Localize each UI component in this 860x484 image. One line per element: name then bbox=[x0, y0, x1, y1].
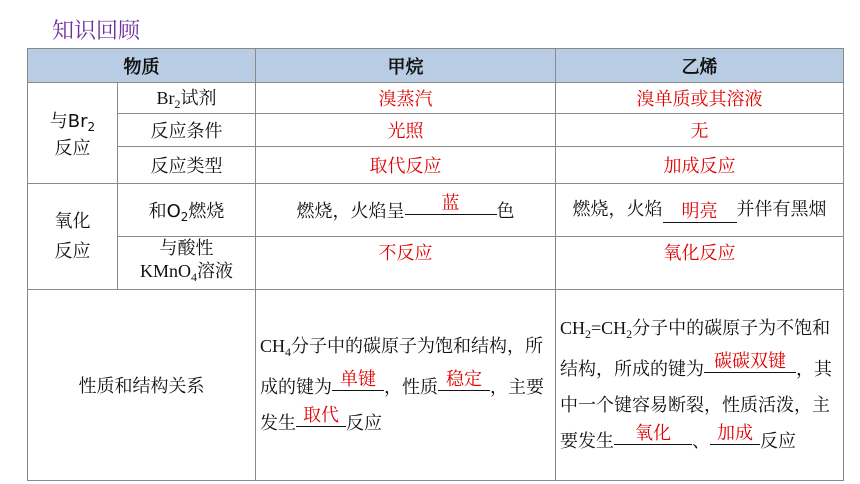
type-label: 反应类型 bbox=[118, 147, 256, 184]
br2-reagent-label: $Br_2$试剂 bbox=[118, 83, 256, 114]
table-header-row bbox=[28, 49, 844, 83]
group-oxidation: 氧化反应 bbox=[28, 184, 118, 290]
table-row bbox=[28, 290, 844, 481]
type-ethylene: 加成反应 bbox=[556, 147, 844, 184]
o2-ethylene: 燃烧，火焰 明亮 并伴有黑烟 bbox=[556, 184, 844, 237]
blank-answer: 碳碳双键 bbox=[704, 352, 796, 373]
section-title: 知识回顾 bbox=[52, 19, 141, 44]
blank-answer: 明亮 bbox=[663, 202, 737, 223]
blank-answer: 氧化 bbox=[614, 424, 692, 445]
condition-methane: 光照 bbox=[256, 114, 556, 147]
kmno4-label: 与酸性 KMnO$_4$溶液 bbox=[118, 237, 256, 290]
type-methane: 取代反应 bbox=[256, 147, 556, 184]
blank-answer: 单键 bbox=[332, 370, 384, 391]
blank-answer: 稳定 bbox=[438, 370, 490, 391]
table-row bbox=[28, 184, 844, 237]
header-ethylene: 乙烯 bbox=[556, 49, 844, 83]
condition-ethylene: 无 bbox=[556, 114, 844, 147]
br2-methane: 溴蒸汽 bbox=[256, 83, 556, 114]
table-row bbox=[28, 237, 844, 290]
o2-methane: 燃烧，火焰呈 蓝 色 bbox=[256, 184, 556, 237]
relation-methane: $CH_4$分子中的碳原子为饱和结构，所成的键为 单键 ，性质 稳定 ，主要发生 取代 反应 bbox=[256, 290, 556, 481]
kmno4-methane: 不反应 bbox=[256, 237, 556, 290]
comparison-table bbox=[27, 48, 844, 481]
kmno4-ethylene: 氧化反应 bbox=[556, 237, 844, 290]
header-substance: 物质 bbox=[28, 49, 256, 83]
relation-ethylene: $CH_2=CH_2$分子中的碳原子为不饱和结构，所成的键为 碳碳双键 ，其中一个键容易断裂，性质活泼，主要发生 氧化 、 加成 反应 bbox=[556, 290, 844, 481]
group-bromine: 与$Br_2$ 反应 bbox=[28, 83, 118, 184]
blank-answer: 加成 bbox=[710, 424, 760, 445]
table-row bbox=[28, 83, 844, 114]
br2-ethylene: 溴单质或其溶液 bbox=[556, 83, 844, 114]
header-methane: 甲烷 bbox=[256, 49, 556, 83]
table-row bbox=[28, 114, 844, 147]
o2-label: 和$O_2$燃烧 bbox=[118, 184, 256, 237]
relation-label: 性质和结构关系 bbox=[28, 290, 256, 481]
condition-label: 反应条件 bbox=[118, 114, 256, 147]
blank-answer: 取代 bbox=[296, 406, 346, 427]
table-row bbox=[28, 147, 844, 184]
blank-answer: 蓝 bbox=[405, 194, 497, 215]
